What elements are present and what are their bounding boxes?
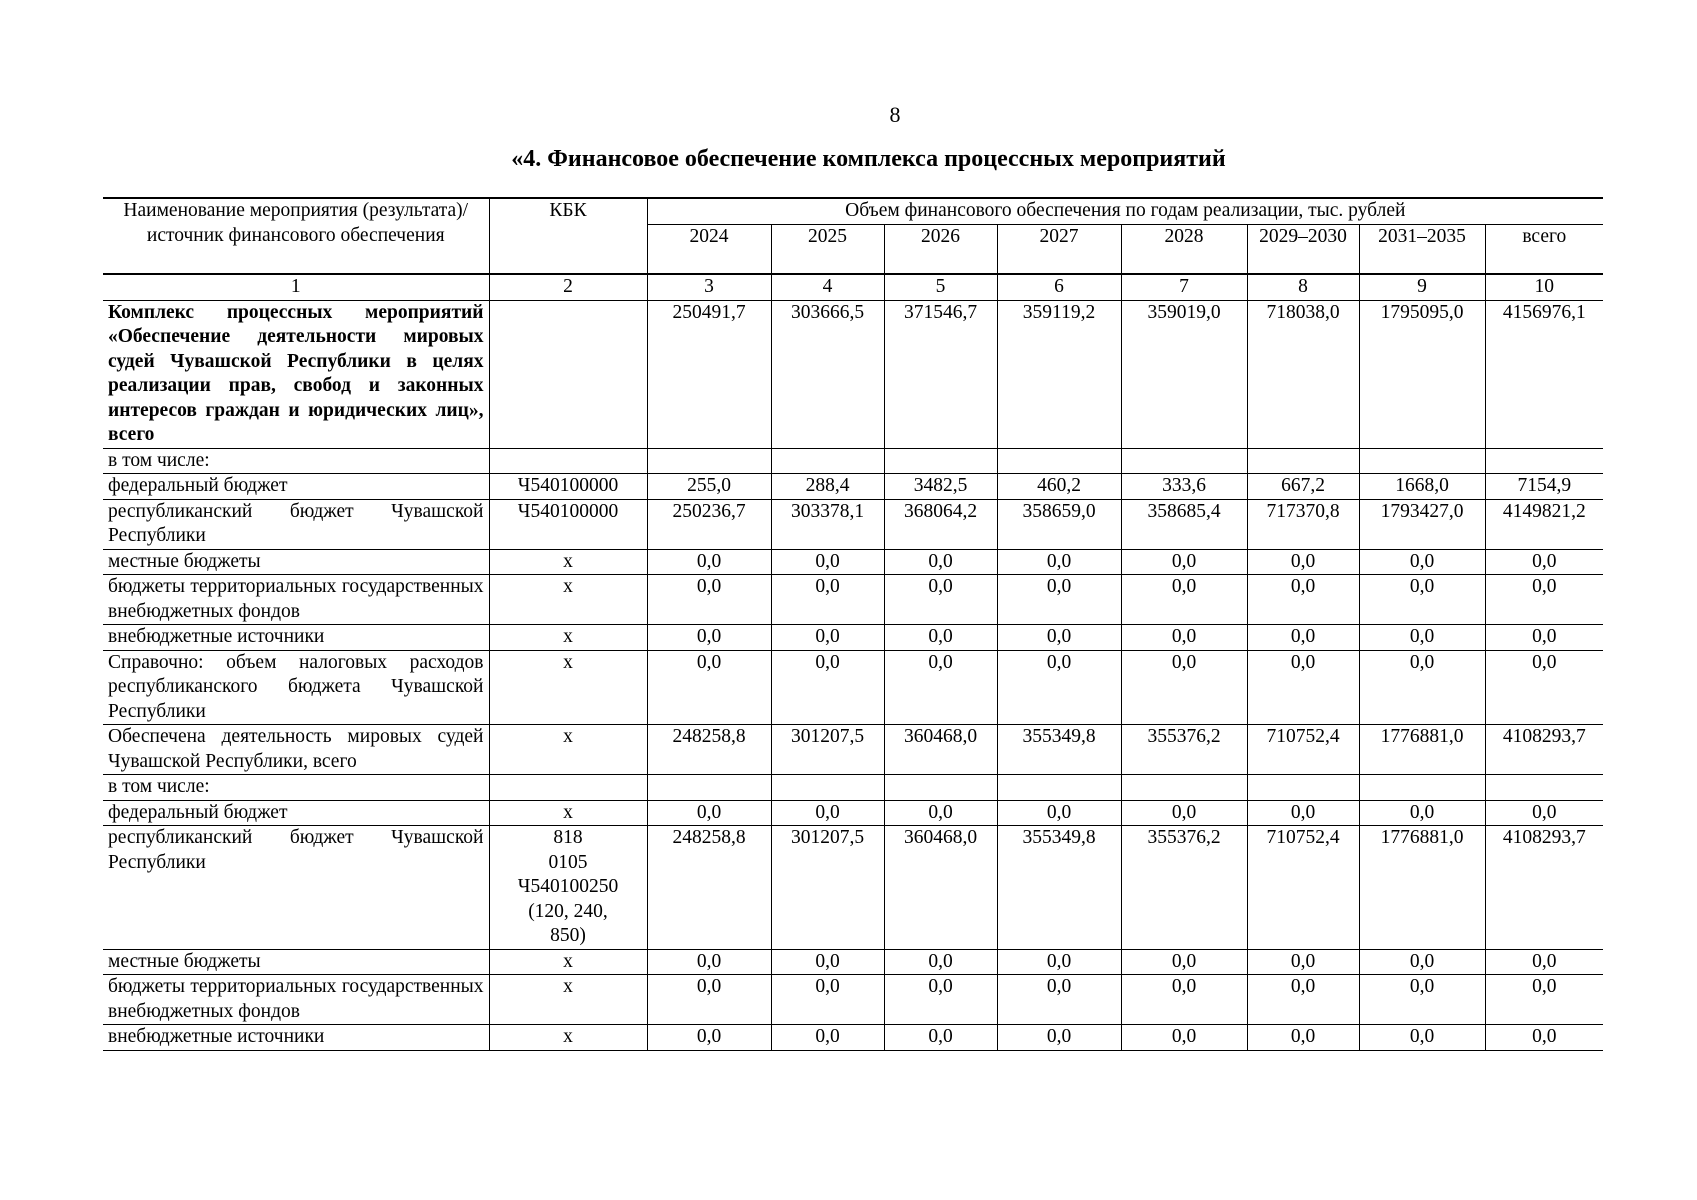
row-value: 4149821,2 — [1485, 499, 1603, 549]
column-number: 1 — [103, 274, 489, 300]
row-value: 1776881,0 — [1359, 826, 1485, 950]
row-kbk: х — [489, 625, 647, 651]
row-value: 250236,7 — [647, 499, 771, 549]
row-value: 0,0 — [997, 949, 1121, 975]
row-kbk: х — [489, 549, 647, 575]
row-value: 718038,0 — [1247, 300, 1359, 448]
row-value: 0,0 — [884, 549, 997, 575]
kbk-line: 818 — [553, 827, 583, 848]
row-value — [1359, 775, 1485, 801]
table-row — [103, 826, 1603, 950]
row-value: 0,0 — [647, 625, 771, 651]
row-value: 301207,5 — [771, 826, 884, 950]
header-row — [103, 198, 1603, 224]
row-value — [1121, 775, 1247, 801]
header-volume: Объем финансового обеспечения по годам реализации, тыс. рублей — [647, 198, 1603, 224]
row-value — [884, 775, 997, 801]
row-value: 0,0 — [997, 800, 1121, 826]
kbk-line: Ч540100250 — [517, 876, 619, 897]
table-row — [103, 650, 1603, 725]
row-value: 1793427,0 — [1359, 499, 1485, 549]
row-value: 0,0 — [771, 949, 884, 975]
header-year: 2031–2035 — [1359, 224, 1485, 274]
row-kbk — [489, 300, 647, 448]
row-value: 0,0 — [884, 800, 997, 826]
row-value: 0,0 — [647, 650, 771, 725]
row-value: 4108293,7 — [1485, 725, 1603, 775]
row-kbk — [489, 448, 647, 474]
row-value: 0,0 — [771, 800, 884, 826]
row-value: 0,0 — [1121, 575, 1247, 625]
header-year: 2025 — [771, 224, 884, 274]
row-value: 255,0 — [647, 474, 771, 500]
row-kbk — [489, 775, 647, 801]
row-name: федеральный бюджет — [103, 474, 489, 500]
row-name: местные бюджеты — [103, 549, 489, 575]
row-value: 0,0 — [1247, 625, 1359, 651]
row-value — [771, 775, 884, 801]
table-row — [103, 300, 1603, 448]
row-value: 0,0 — [771, 575, 884, 625]
row-value: 355349,8 — [997, 826, 1121, 950]
table-row — [103, 474, 1603, 500]
row-value: 0,0 — [1247, 1025, 1359, 1051]
header-year: 2027 — [997, 224, 1121, 274]
row-name: республиканский бюджет Чувашской Республики — [103, 826, 489, 950]
row-value: 0,0 — [1359, 1025, 1485, 1051]
row-value: 0,0 — [884, 625, 997, 651]
row-name: бюджеты территориальных государственных внебюджетных фондов — [103, 975, 489, 1025]
row-value: 3482,5 — [884, 474, 997, 500]
row-value: 0,0 — [884, 975, 997, 1025]
row-name: Справочно: объем налоговых расходов республиканского бюджета Чувашской Республики — [103, 650, 489, 725]
table-row — [103, 775, 1603, 801]
row-value: 0,0 — [1359, 949, 1485, 975]
header-year: всего — [1485, 224, 1603, 274]
row-value: 0,0 — [647, 575, 771, 625]
row-value: 0,0 — [1247, 949, 1359, 975]
table-row — [103, 1025, 1603, 1051]
row-value: 303666,5 — [771, 300, 884, 448]
row-value: 371546,7 — [884, 300, 997, 448]
row-value — [1121, 448, 1247, 474]
row-value: 0,0 — [1121, 800, 1247, 826]
financing-table — [103, 197, 1603, 1051]
row-value: 250491,7 — [647, 300, 771, 448]
row-value: 7154,9 — [1485, 474, 1603, 500]
row-value: 667,2 — [1247, 474, 1359, 500]
table-row — [103, 800, 1603, 826]
row-kbk: х — [489, 975, 647, 1025]
column-number: 10 — [1485, 274, 1603, 300]
row-value: 710752,4 — [1247, 826, 1359, 950]
row-value: 0,0 — [997, 650, 1121, 725]
header-year: 2029–2030 — [1247, 224, 1359, 274]
table-row — [103, 725, 1603, 775]
row-value: 0,0 — [1485, 549, 1603, 575]
header-kbk: КБК — [489, 198, 647, 274]
row-value: 717370,8 — [1247, 499, 1359, 549]
column-number: 6 — [997, 274, 1121, 300]
row-value: 4156976,1 — [1485, 300, 1603, 448]
kbk-line: 0105 — [548, 851, 588, 873]
document-title: «4. Финансовое обеспечение комплекса процессных мероприятий — [511, 146, 1226, 172]
row-value: 358659,0 — [997, 499, 1121, 549]
row-value: 0,0 — [1121, 975, 1247, 1025]
row-value: 0,0 — [771, 1025, 884, 1051]
row-value — [884, 448, 997, 474]
row-kbk: х — [489, 575, 647, 625]
table-row — [103, 499, 1603, 549]
row-value: 248258,8 — [647, 826, 771, 950]
row-name: внебюджетные источники — [103, 625, 489, 651]
row-value: 0,0 — [1121, 949, 1247, 975]
header-year: 2028 — [1121, 224, 1247, 274]
row-value: 0,0 — [1247, 575, 1359, 625]
row-kbk: х — [489, 949, 647, 975]
row-value: 0,0 — [997, 975, 1121, 1025]
row-value — [771, 448, 884, 474]
row-value: 355376,2 — [1121, 826, 1247, 950]
row-value: 1668,0 — [1359, 474, 1485, 500]
row-name: республиканский бюджет Чувашской Республики — [103, 499, 489, 549]
kbk-line: 850) — [550, 925, 586, 946]
row-value: 1776881,0 — [1359, 725, 1485, 775]
row-value — [1247, 448, 1359, 474]
row-name: в том числе: — [103, 775, 489, 801]
row-value: 0,0 — [884, 650, 997, 725]
row-value: 0,0 — [1359, 549, 1485, 575]
row-value: 358685,4 — [1121, 499, 1247, 549]
header-name: Наименование мероприятия (результата)/источник финансового обеспечения — [103, 198, 489, 274]
row-value: 1795095,0 — [1359, 300, 1485, 448]
row-value: 0,0 — [647, 1025, 771, 1051]
row-value — [647, 775, 771, 801]
row-value: 0,0 — [1359, 800, 1485, 826]
column-number: 8 — [1247, 274, 1359, 300]
row-value: 359019,0 — [1121, 300, 1247, 448]
row-kbk: х — [489, 1025, 647, 1051]
row-value: 368064,2 — [884, 499, 997, 549]
row-value: 0,0 — [1485, 575, 1603, 625]
row-kbk: х — [489, 650, 647, 725]
row-value: 0,0 — [1121, 625, 1247, 651]
table-body — [103, 300, 1603, 1050]
row-name: бюджеты территориальных государственных внебюджетных фондов — [103, 575, 489, 625]
row-value — [1247, 775, 1359, 801]
row-kbk: х — [489, 725, 647, 775]
row-value: 0,0 — [1121, 1025, 1247, 1051]
column-number: 2 — [489, 274, 647, 300]
row-value: 0,0 — [771, 650, 884, 725]
row-value: 0,0 — [771, 549, 884, 575]
row-value: 0,0 — [1485, 1025, 1603, 1051]
row-value — [1485, 448, 1603, 474]
page-number: 8 — [889, 102, 901, 127]
row-value: 360468,0 — [884, 725, 997, 775]
row-value: 710752,4 — [1247, 725, 1359, 775]
row-value: 0,0 — [647, 800, 771, 826]
row-name: Обеспечена деятельность мировых судей Чувашской Республики, всего — [103, 725, 489, 775]
row-value: 0,0 — [771, 625, 884, 651]
row-value: 0,0 — [1247, 650, 1359, 725]
row-value: 0,0 — [1359, 975, 1485, 1025]
row-name: Комплекс процессных мероприятий «Обеспечение деятельности мировых судей Чувашской Республики в целях реализации прав, свобод и законных интересов граждан и юридических лиц», всего — [103, 300, 489, 448]
row-value: 0,0 — [884, 1025, 997, 1051]
row-value: 0,0 — [1359, 625, 1485, 651]
row-value: 355349,8 — [997, 725, 1121, 775]
row-value — [997, 448, 1121, 474]
row-value: 0,0 — [1359, 575, 1485, 625]
table-row — [103, 575, 1603, 625]
column-numbers-row — [103, 274, 1603, 300]
row-value: 0,0 — [884, 949, 997, 975]
row-kbk: х — [489, 800, 647, 826]
row-value: 0,0 — [647, 949, 771, 975]
kbk-line: (120, 240, — [528, 900, 608, 922]
row-value: 0,0 — [647, 549, 771, 575]
row-value: 0,0 — [1121, 650, 1247, 725]
row-kbk: Ч540100000 — [489, 474, 647, 500]
row-value — [997, 775, 1121, 801]
column-number: 9 — [1359, 274, 1485, 300]
row-value: 248258,8 — [647, 725, 771, 775]
row-value: 303378,1 — [771, 499, 884, 549]
row-value: 0,0 — [1485, 625, 1603, 651]
row-value: 0,0 — [997, 625, 1121, 651]
column-number: 3 — [647, 274, 771, 300]
row-value: 0,0 — [1485, 949, 1603, 975]
table-row — [103, 448, 1603, 474]
table-row — [103, 625, 1603, 651]
row-value: 0,0 — [1247, 800, 1359, 826]
row-value: 0,0 — [997, 549, 1121, 575]
row-name: в том числе: — [103, 448, 489, 474]
table-row — [103, 975, 1603, 1025]
row-value: 460,2 — [997, 474, 1121, 500]
table-row — [103, 549, 1603, 575]
row-kbk: Ч540100000 — [489, 499, 647, 549]
column-number: 7 — [1121, 274, 1247, 300]
row-value: 301207,5 — [771, 725, 884, 775]
row-value: 0,0 — [647, 975, 771, 1025]
row-kbk — [489, 826, 647, 950]
header-year: 2024 — [647, 224, 771, 274]
row-value: 0,0 — [1485, 650, 1603, 725]
row-value: 0,0 — [884, 575, 997, 625]
row-name: внебюджетные источники — [103, 1025, 489, 1051]
row-value: 0,0 — [1121, 549, 1247, 575]
table-row — [103, 949, 1603, 975]
row-value: 0,0 — [1247, 549, 1359, 575]
row-value — [647, 448, 771, 474]
row-value: 4108293,7 — [1485, 826, 1603, 950]
row-value: 0,0 — [997, 1025, 1121, 1051]
header-year: 2026 — [884, 224, 997, 274]
row-value: 0,0 — [1359, 650, 1485, 725]
row-name: местные бюджеты — [103, 949, 489, 975]
row-value — [1485, 775, 1603, 801]
row-value: 360468,0 — [884, 826, 997, 950]
row-value — [1359, 448, 1485, 474]
column-number: 4 — [771, 274, 884, 300]
row-value: 359119,2 — [997, 300, 1121, 448]
row-value: 0,0 — [1485, 975, 1603, 1025]
row-value: 333,6 — [1121, 474, 1247, 500]
row-value: 0,0 — [997, 575, 1121, 625]
column-number: 5 — [884, 274, 997, 300]
row-value: 0,0 — [771, 975, 884, 1025]
row-name: федеральный бюджет — [103, 800, 489, 826]
row-value: 288,4 — [771, 474, 884, 500]
row-value: 0,0 — [1247, 975, 1359, 1025]
row-value: 0,0 — [1485, 800, 1603, 826]
row-value: 355376,2 — [1121, 725, 1247, 775]
